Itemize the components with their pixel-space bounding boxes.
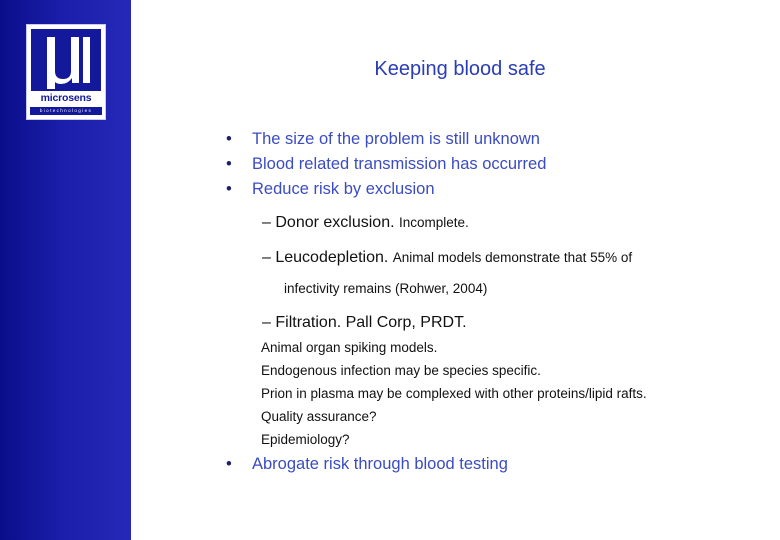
bullet-icon: • <box>226 180 232 198</box>
sub-item <box>262 214 469 232</box>
sub-item-heading: Donor exclusion. <box>275 214 395 231</box>
bullet-item <box>226 130 540 149</box>
dash-icon: – <box>262 314 271 331</box>
sub-item <box>262 314 467 332</box>
sub-item-heading: Filtration. Pall Corp, PRDT. <box>275 314 467 331</box>
sub-item-heading: Leucodepletion. <box>275 249 389 266</box>
logo-subtitle: biotechnologies <box>30 107 102 115</box>
sub-item-body: Animal models demonstrate that 55% of <box>392 250 633 265</box>
bullet-text: Blood related transmission has occurred <box>252 155 547 173</box>
bullet-item <box>226 155 546 174</box>
bullet-icon: • <box>226 155 232 173</box>
dash-icon: – <box>262 249 271 266</box>
bullet-text: The size of the problem is still unknown <box>252 130 540 148</box>
slide-title: Keeping blood safe <box>374 58 546 80</box>
note-line: Quality assurance? <box>261 409 377 424</box>
sub-item-body: Incomplete. <box>398 215 469 230</box>
bullet-text: Abrogate risk through blood testing <box>252 455 508 473</box>
bullet-icon: • <box>226 455 232 473</box>
note-line: Epidemiology? <box>261 432 350 447</box>
bullet-icon: • <box>226 130 232 148</box>
logo-name: microsens <box>40 92 92 104</box>
bullet-item <box>226 455 508 474</box>
company-logo <box>26 24 106 120</box>
note-line: Animal organ spiking models. <box>261 340 438 355</box>
mu-logo-icon <box>31 29 101 91</box>
note-line: Prion in plasma may be complexed with other proteins/lipid rafts. <box>261 386 647 401</box>
sub-item-continuation: infectivity remains (Rohwer, 2004) <box>284 281 488 296</box>
sub-item <box>262 249 632 267</box>
bullet-item <box>226 180 435 199</box>
note-line: Endogenous infection may be species specific. <box>261 363 541 378</box>
dash-icon: – <box>262 214 271 231</box>
bullet-text: Reduce risk by exclusion <box>252 180 435 198</box>
